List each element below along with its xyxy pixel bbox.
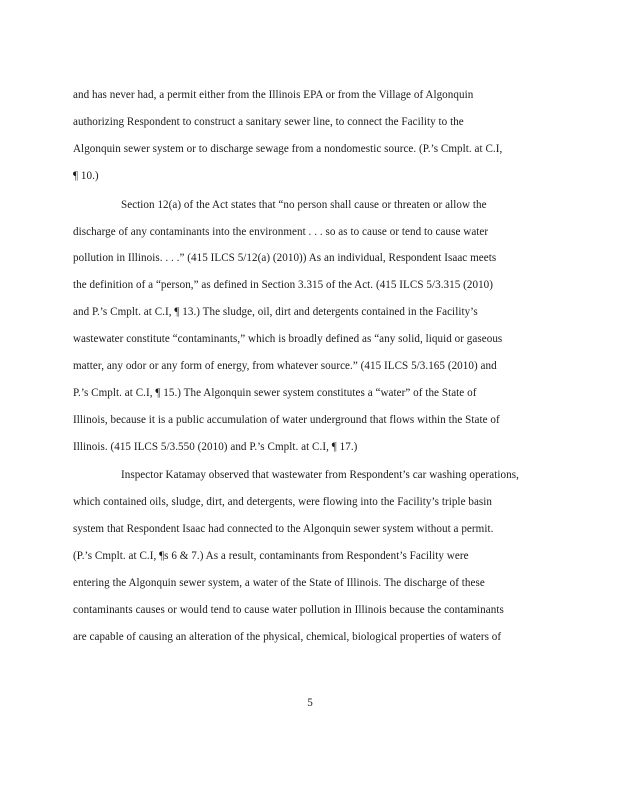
text-line: P.’s Cmplt. at C.I, ¶ 15.) The Algonquin sewer system constitutes a “water” of the State of — [73, 387, 477, 399]
text-line: ¶ 10.) — [73, 170, 99, 182]
paragraph-first-line: Inspector Katamay observed that wastewater from Respondent’s car washing operations, — [121, 469, 519, 481]
page-number: 5 — [307, 697, 313, 709]
text-line: entering the Algonquin sewer system, a water of the State of Illinois. The discharge of these — [73, 577, 485, 589]
text-line: which contained oils, sludge, dirt, and detergents, were flowing into the Facility’s triple basin — [73, 496, 493, 508]
text-line: the definition of a “person,” as defined in Section 3.315 of the Act. (415 ILCS 5/3.315 (2010) — [73, 279, 494, 291]
text-line: system that Respondent Isaac had connected to the Algonquin sewer system without a permit. — [73, 523, 494, 535]
text-line: Illinois, because it is a public accumulation of water underground that flows within the State of — [73, 414, 500, 426]
text-line: Algonquin sewer system or to discharge sewage from a nondomestic source. (P.’s Cmplt. at C.I, — [73, 143, 503, 155]
text-line: pollution in Illinois. . . .” (415 ILCS 5/12(a) (2010)) As an individual, Respondent Isaac meets — [73, 252, 497, 264]
text-line: wastewater constitute “contaminants,” which is broadly defined as “any solid, liquid or gaseous — [73, 333, 503, 345]
text-line: (P.’s Cmplt. at C.I, ¶s 6 & 7.) As a result, contaminants from Respondent’s Facility were — [73, 550, 469, 562]
text-line: matter, any odor or any form of energy, from whatever source.” (415 ILCS 5/3.165 (2010) and — [73, 360, 497, 372]
text-line: discharge of any contaminants into the environment . . . so as to cause or tend to cause water — [73, 226, 489, 238]
text-line: are capable of causing an alteration of the physical, chemical, biological properties of waters of — [73, 631, 502, 643]
text-line: contaminants causes or would tend to cause water pollution in Illinois because the contaminants — [73, 604, 504, 616]
text-line: Illinois. (415 ILCS 5/3.550 (2010) and P.’s Cmplt. at C.I, ¶ 17.) — [73, 441, 358, 453]
text-line: authorizing Respondent to construct a sanitary sewer line, to connect the Facility to the — [73, 116, 464, 128]
text-line: and P.’s Cmplt. at C.I, ¶ 13.) The sludge, oil, dirt and detergents contained in the Facility’s — [73, 306, 478, 318]
text-line: and has never had, a permit either from the Illinois EPA or from the Village of Algonquin — [73, 89, 474, 101]
paragraph-first-line: Section 12(a) of the Act states that “no person shall cause or threaten or allow the — [121, 199, 487, 211]
